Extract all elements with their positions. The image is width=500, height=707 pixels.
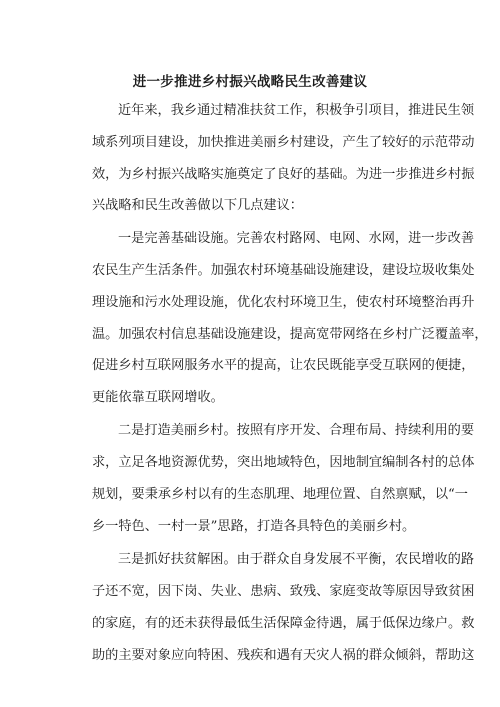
paragraph-2-line-3: 理设施和污水处理设施，优化农村环境卫生，使农村环境整治再升 xyxy=(92,295,475,310)
paragraph-3-line-2: 求，立足各地资源优势，突出地域特色，因地制宜编制各村的总体 xyxy=(92,455,475,470)
paragraph-2-line-6: 更能依靠互联网增收。 xyxy=(92,390,224,405)
paragraph-4-line-2: 子还不宽，因下岗、失业、患病、致残、家庭变故等原因导致贫困 xyxy=(92,584,475,599)
paragraph-3-line-4: 乡一特色、一村一景”思路，打造各具特色的美丽乡村。 xyxy=(92,519,416,534)
paragraph-2-line-1: 一是完善基础设施。完善农村路网、电网、水网，进一步改善 xyxy=(118,231,475,246)
paragraph-1-line-2: 域系列项目建设，加快推进美丽乡村建设，产生了较好的示范带动 xyxy=(92,135,475,150)
paragraph-4-line-4: 助的主要对象应向特困、残疾和遇有天灾人祸的群众倾斜，帮助这 xyxy=(92,648,475,663)
paragraph-2-line-5: 促进乡村互联网服务水平的提高，让农民既能享受互联网的便捷， xyxy=(92,358,475,373)
paragraph-4-line-1: 三是抓好扶贫解困。由于群众自身发展不平衡，农民增收的路 xyxy=(118,552,475,567)
paragraph-2-line-2: 农民生产生活条件。加强农村环境基础设施建设，建设垃圾收集处 xyxy=(92,263,475,278)
paragraph-2-line-4: 温。加强农村信息基础设施建设，提高宽带网络在乡村广泛覆盖率， xyxy=(92,327,488,342)
document-title: 进一步推进乡村振兴战略民生改善建议 xyxy=(132,74,368,90)
paragraph-4-line-3: 的家庭，有的还未获得最低生活保障金待遇，属于低保边缘户。救 xyxy=(92,616,475,631)
paragraph-3-line-3: 规划，要秉承乡村以有的生态肌理、地理位置、自然禀赋，以“一 xyxy=(92,487,468,502)
paragraph-1-line-4: 兴战略和民生改善做以下几点建议： xyxy=(92,198,303,213)
paragraph-3-line-1: 二是打造美丽乡村。按照有序开发、合理布局、持续利用的要 xyxy=(118,423,475,438)
paragraph-1-line-3: 效，为乡村振兴战略实施奠定了良好的基础。为进一步推进乡村振 xyxy=(92,167,475,182)
paragraph-1-line-1: 近年来，我乡通过精准扶贫工作，积极争引项目，推进民生领 xyxy=(118,103,475,118)
